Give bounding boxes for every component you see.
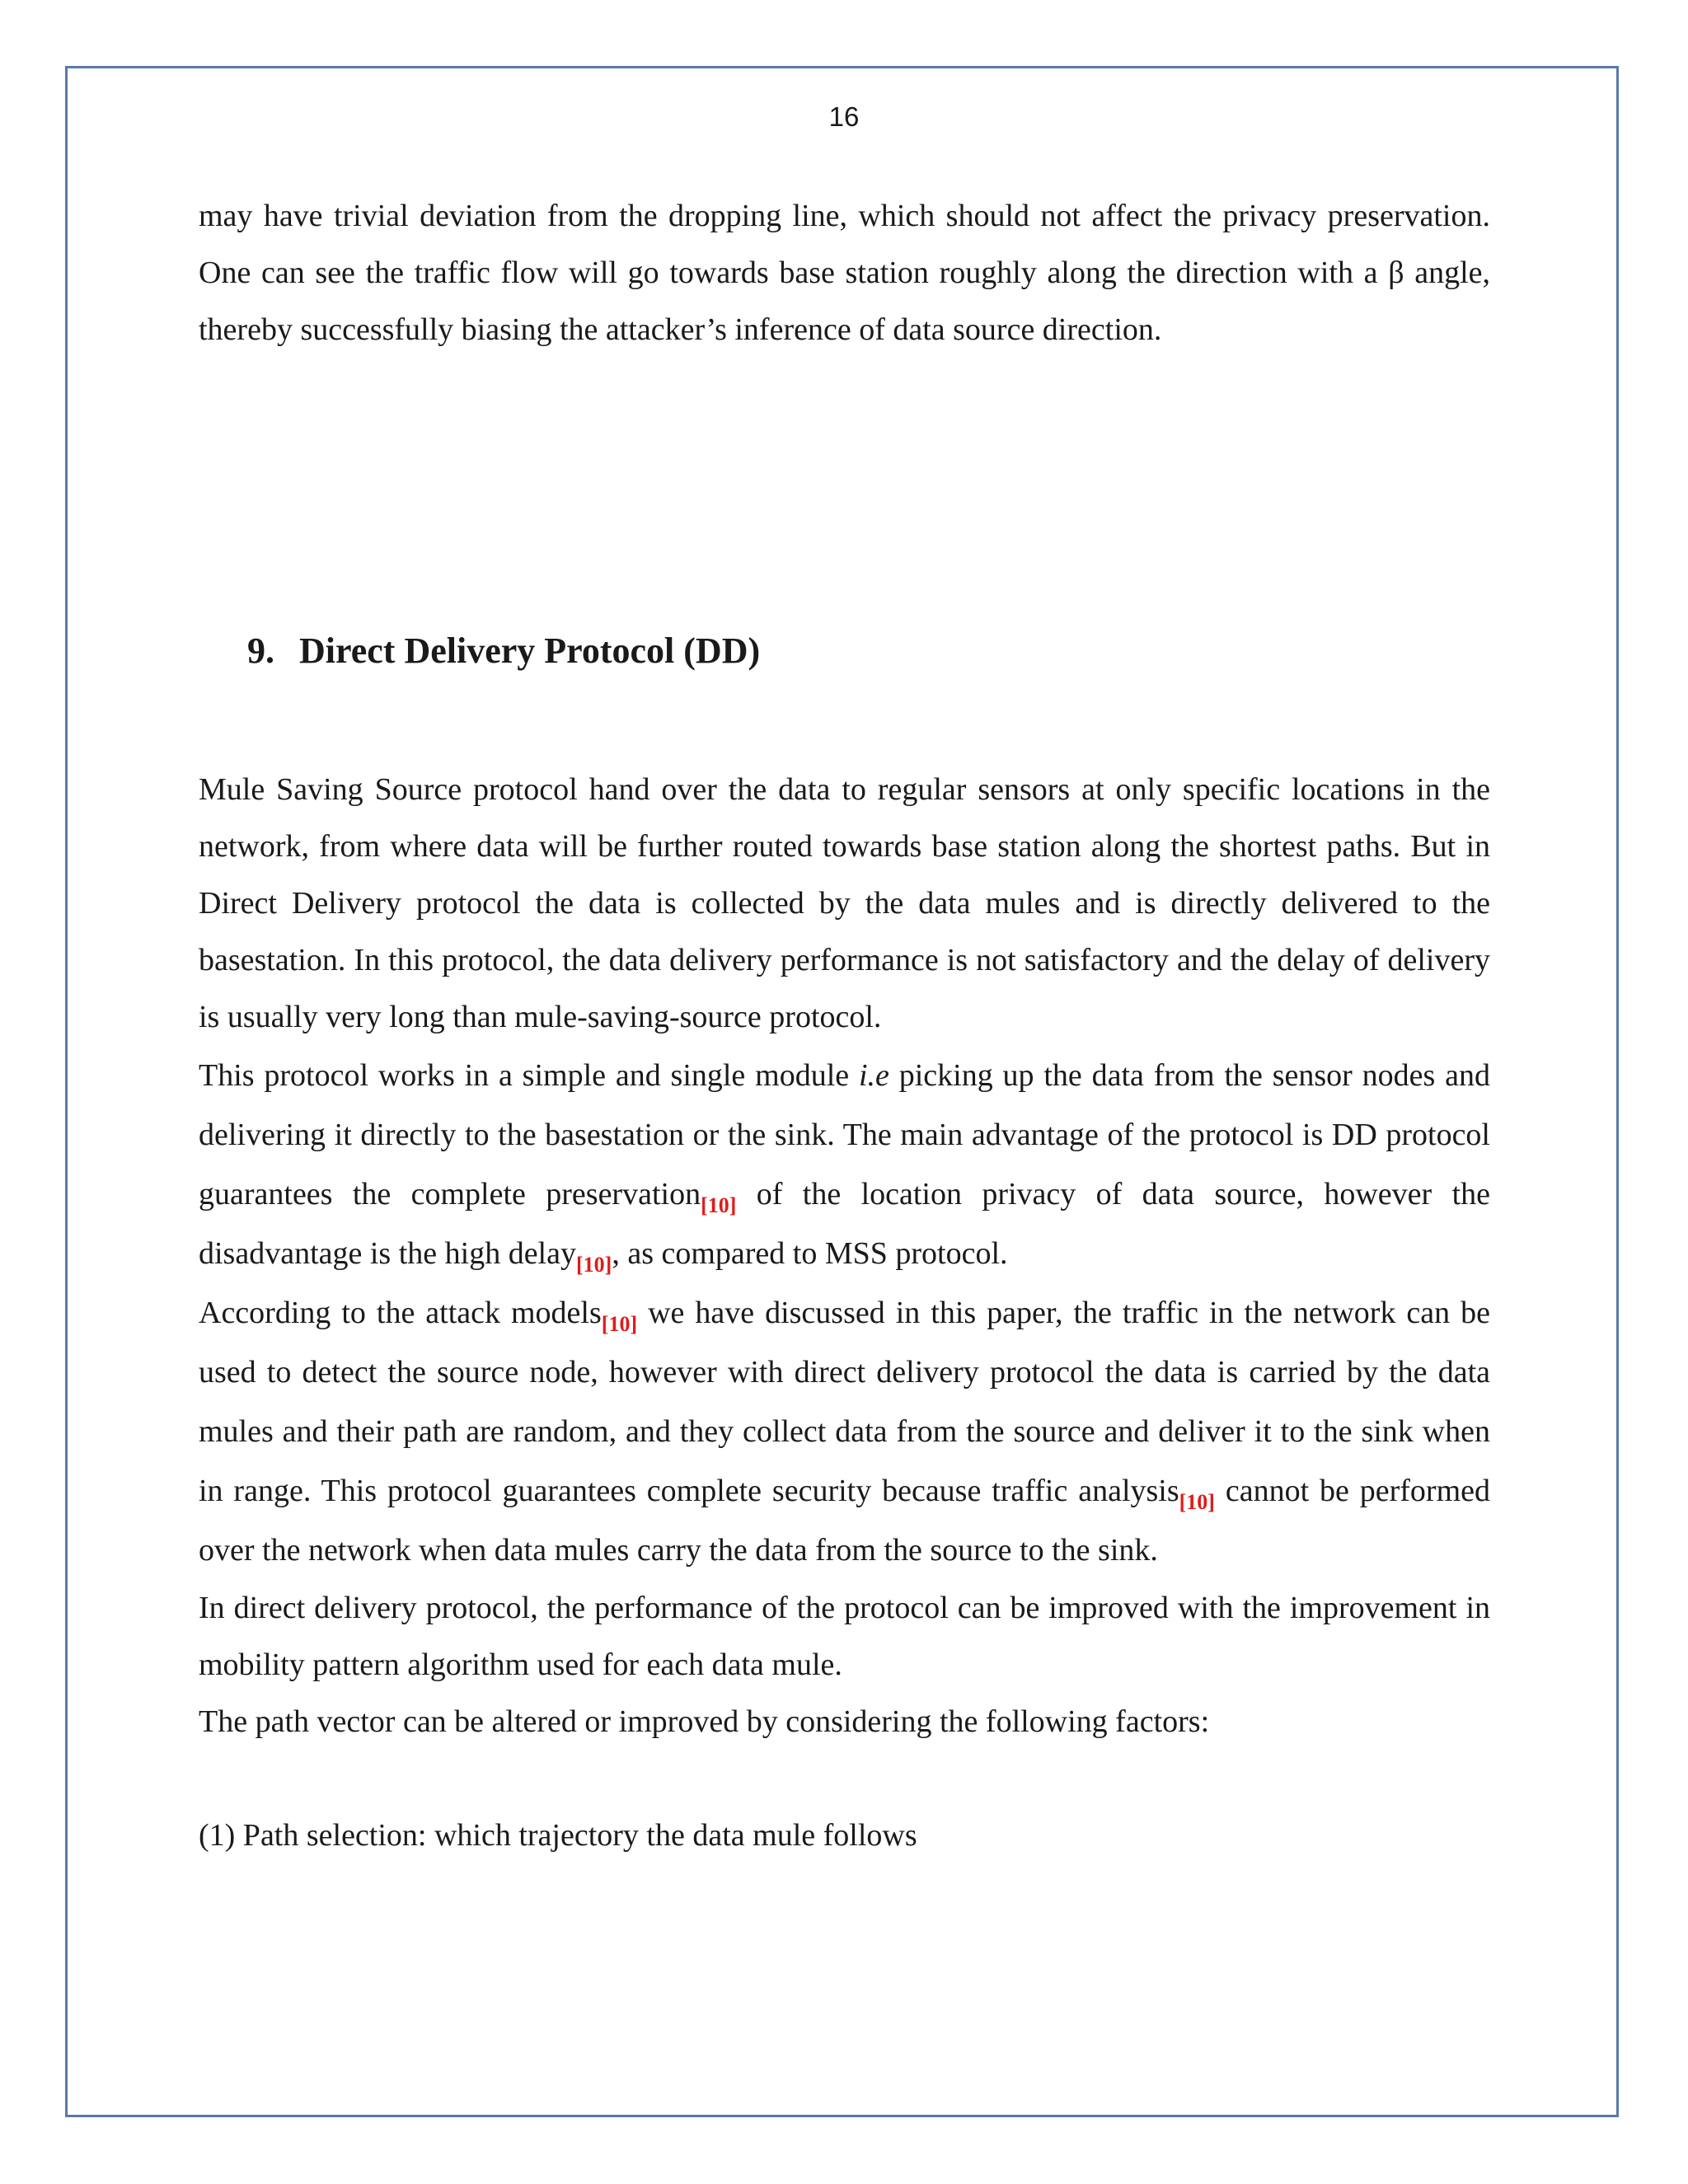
paragraph-4: In direct delivery protocol, the performance of the protocol can be improved with the improvement in mobility pattern algorithm used for each data mule. — [199, 1591, 1490, 1682]
intro-text: may have trivial deviation from the dropping line, which should not affect the privacy preservation. One can see the traffic flow will go towards base station roughly along the direction with a β angle, thereby successfully biasing the attacker’s inference of data source direction. — [199, 199, 1490, 347]
paragraph-3 — [199, 1283, 1490, 1580]
paragraph-3-part-c: cannot be performed over the network when data mules carry the data from the source to the sink. — [199, 1474, 1490, 1568]
paragraph-5: The path vector can be altered or improved by considering the following factors: — [199, 1704, 1210, 1739]
citation-link[interactable]: [10] — [601, 1312, 638, 1336]
section-title: Direct Delivery Protocol (DD) — [299, 630, 761, 671]
paragraph-3-part-a: According to the attack models — [199, 1296, 602, 1330]
paragraph-1: Mule Saving Source protocol hand over the data to regular sensors at only specific locations in the network, from where data will be further routed towards base station along the shortest paths. But in Direct Delivery protocol the data is collected by the data mules and is directly delivered to the basestation. In this protocol, the data delivery performance is not satisfactory and the delay of delivery is usually very long than mule-saving-source protocol. — [199, 772, 1490, 1034]
citation-link[interactable]: [10] — [1179, 1490, 1215, 1514]
paragraph-2-ie: i.e — [858, 1058, 889, 1093]
paragraph-2 — [199, 1046, 1490, 1283]
paragraph-2-part-e: , as compared to MSS protocol. — [612, 1236, 1008, 1271]
paragraph-6: (1) Path selection: which trajectory the data mule follows — [199, 1818, 917, 1853]
paragraph-2-part-d: of the location privacy of data source, however the disadvantage is the high delay — [199, 1177, 1490, 1271]
paragraph-2-part-c: picking up the data from the sensor nodes and delivering it directly to the basestation or the sink. The main advantage of the protocol is DD protocol guarantees the complete preservation — [199, 1058, 1490, 1212]
citation-link[interactable]: [10] — [576, 1253, 612, 1277]
paragraph-3-part-b: we have discussed in this paper, the traffic in the network can be used to detect the source node, however with direct delivery protocol the data is carried by the data mules and their path are random, and they collect data from the source and deliver it to the sink when in range. This protocol guarantees complete security because traffic analysis — [199, 1296, 1491, 1508]
section-heading — [247, 626, 760, 676]
citation-link[interactable]: [10] — [701, 1193, 737, 1217]
paragraph-2-part-a: This protocol works in a simple and single module — [199, 1058, 859, 1093]
page-number: 16 — [828, 101, 860, 132]
intro-paragraph — [199, 188, 1490, 359]
section-number: 9. — [247, 630, 274, 671]
section-body — [199, 762, 1490, 1864]
